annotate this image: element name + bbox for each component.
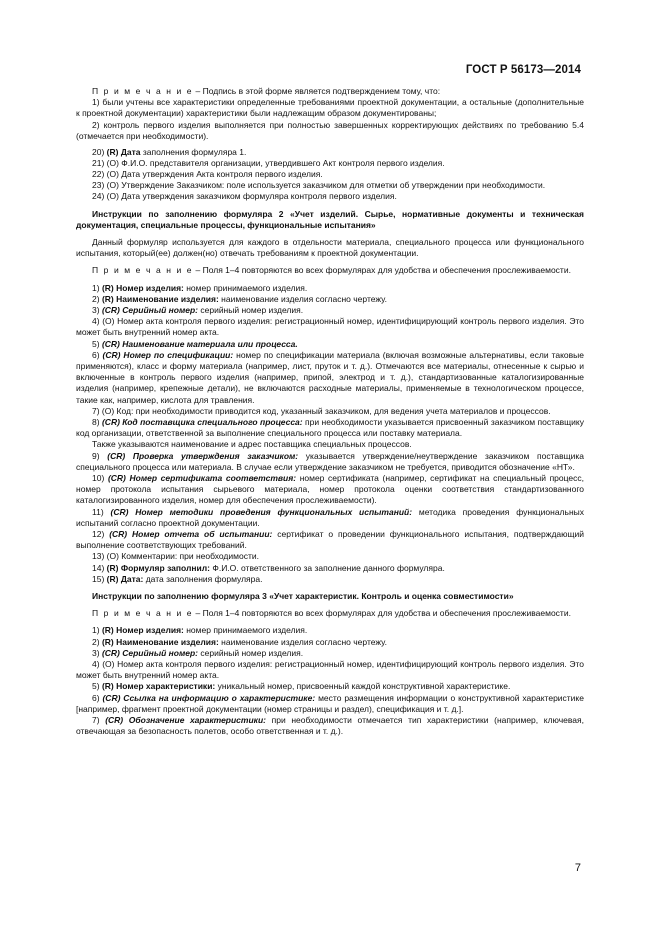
form2-item-5: 5) (CR) Наименование материала или процесса. [92,338,298,349]
standard-header: ГОСТ Р 56173—2014 [465,64,581,76]
note-label: П р и м е ч а н и е [92,86,194,96]
form2-item-2: 2) (R) Наименование изделия: наименование изделия согласно чертежу. [92,293,387,304]
form3-item-1: 1) (R) Номер изделия: номер принимаемого изделия. [92,625,308,636]
form2-item-14: 14) (R) Формуляр заполнил: Ф.И.О. ответственного за заполнение данного формуляра. [92,562,445,573]
form3-item-5: 5) (R) Номер характеристики: уникальный номер, присвоенный каждой конструктивной характеристике. [92,681,511,692]
form2-item-7: 7) (О) Код: при необходимости приводится код, указанный заказчиком, для ведения учета материалов и процессов. [92,405,551,416]
form2-item-15: 15) (R) Дата: дата заполнения формуляра. [92,573,263,584]
form2-item-8: 8) (CR) Код поставщика специального процесса: при необходимости указывается присвоенный заказчиком поставщику код организации, ответственной за выполнение специального процесса или поставку материала. [76,416,584,439]
form2-item-11: 11) (CR) Номер методики проведения функциональных испытаний: методика проведения функциональных испытаний согласно проектной документации. [76,506,584,528]
form3-heading: Инструкции по заполнению формуляра 3 «Учет характеристик. Контроль и оценка совместимости» [92,591,514,602]
form3-item-2: 2) (R) Наименование изделия: наименование изделия согласно чертежу. [92,636,387,647]
form2-note: П р и м е ч а н и е – Поля 1–4 повторяются во всех формулярах для удобства и обеспечения прослеживаемости. [92,265,571,276]
form2-heading: Инструкции по заполнению формуляра 2 «Учет изделий. Сырье, нормативные документы и техническая документация, специальные процессы, функциональные испытания» [76,208,584,230]
form2-item-6: 6) (CR) Номер по спецификации: номер по спецификации материала (включая возможные альтернативы, если таковые применяются), класс и форму материала (например, лист, пруток и т. д.). Отмечаются все материалы, отнесенные к сырью и включенные в контроль первого изделия (например, припой, электрод и т. д.), стандартизованные каталогизированные изделия (например, крепежные детали), не включаются расходные материалы, применяемые в технологическом процессе, такие как, например, кислота для травления. [76,349,584,405]
note-signature: П р и м е ч а н и е – Подпись в этой форме является подтверждением тому, что: [92,86,441,96]
form1-item-22: 22) (О) Дата утверждения Акта контроля первого изделия. [92,168,323,179]
form2-item-4: 4) (О) Номер акта контроля первого изделия: регистрационный номер, идентифицирующий контроль первого изделия. Это может быть внутренний номер акта. [76,316,584,338]
form2-item-3: 3) (CR) Серийный номер: серийный номер изделия. [92,304,304,315]
page-body [76,86,584,737]
form2-item-8-extra: Также указываются наименование и адрес поставщика специальных процессов. [92,439,412,450]
form3-item-3: 3) (CR) Серийный номер: серийный номер изделия. [92,647,304,658]
page-number: 7 [574,862,581,874]
form2-intro: Данный формуляр используется для каждого в отдельности материала, специального процесса или функционального испытания, который(ее) должен(но) отвечать требованиям к проектной документации. [76,236,584,259]
form1-item-23: 23) (О) Утверждение Заказчиком: поле используется заказчиком для отметки об утверждении при необходимости. [92,180,546,191]
form2-item-9: 9) (CR) Проверка утверждения заказчиком: указывается утверждение/неутверждение заказчиком поставщика специального процесса или материала. В случае если утверждение заказчиком не требуется, приводится обозначение «НТ». [76,450,584,472]
form1-item-21: 21) (О) Ф.И.О. представителя организации, утвердившего Акт контроля первого изделия. [92,157,445,168]
form3-item-4: 4) (О) Номер акта контроля первого изделия: регистрационный номер, идентифицирующий контроль первого изделия. Это может быть внутренний номер акта. [76,659,584,681]
form2-item-1: 1) (R) Номер изделия: номер принимаемого изделия. [92,282,308,293]
form2-item-10: 10) (CR) Номер сертификата соответствия: номер сертификата (например, сертификат на специальный процесс, номер протокола испытания сырьевого материала, номер протокола оценки соответствия стандартизованного каталогизированного изделия, номер для обеспечения прослеживаемости). [76,473,584,506]
form3-item-6: 6) (CR) Ссылка на информацию о характеристике: место размещения информации о конструктивной характеристике [например, фрагмент проектной документации (номер страницы и раздел), спецификация и т. д.]. [76,692,584,714]
note-item-2: 2) контроль первого изделия выполняется при полностью завершенных корректирующих действиях по требованию 5.4 (отмечается при необходимости). [76,119,584,141]
note-item-1: 1) были учтены все характеристики определенные требованиями проектной документации, а остальные (дополнительные к проектной документации) характеристики были надлежащим образом документированы; [76,97,584,119]
form2-item-13: 13) (О) Комментарии: при необходимости. [92,551,259,562]
form3-note: П р и м е ч а н и е – Поля 1–4 повторяются во всех формулярах для удобства и обеспечения прослеживаемости. [92,608,571,619]
form1-item-20: 20) (R) Дата заполнения формуляра 1. [92,146,247,157]
form2-item-12: 12) (CR) Номер отчета об испытании: сертификат о проведении функционального испытания, подтверждающий выполнение соответствующих требований. [76,529,585,551]
form1-item-24: 24) (О) Дата утверждения заказчиком формуляра контроля первого изделия. [92,191,397,202]
form3-item-7: 7) (CR) Обозначение характеристики: при необходимости отмечается тип характеристики (например, ключевая, отвечающая за безопасность полетов, особо ответственная и т. д.). [76,715,584,737]
